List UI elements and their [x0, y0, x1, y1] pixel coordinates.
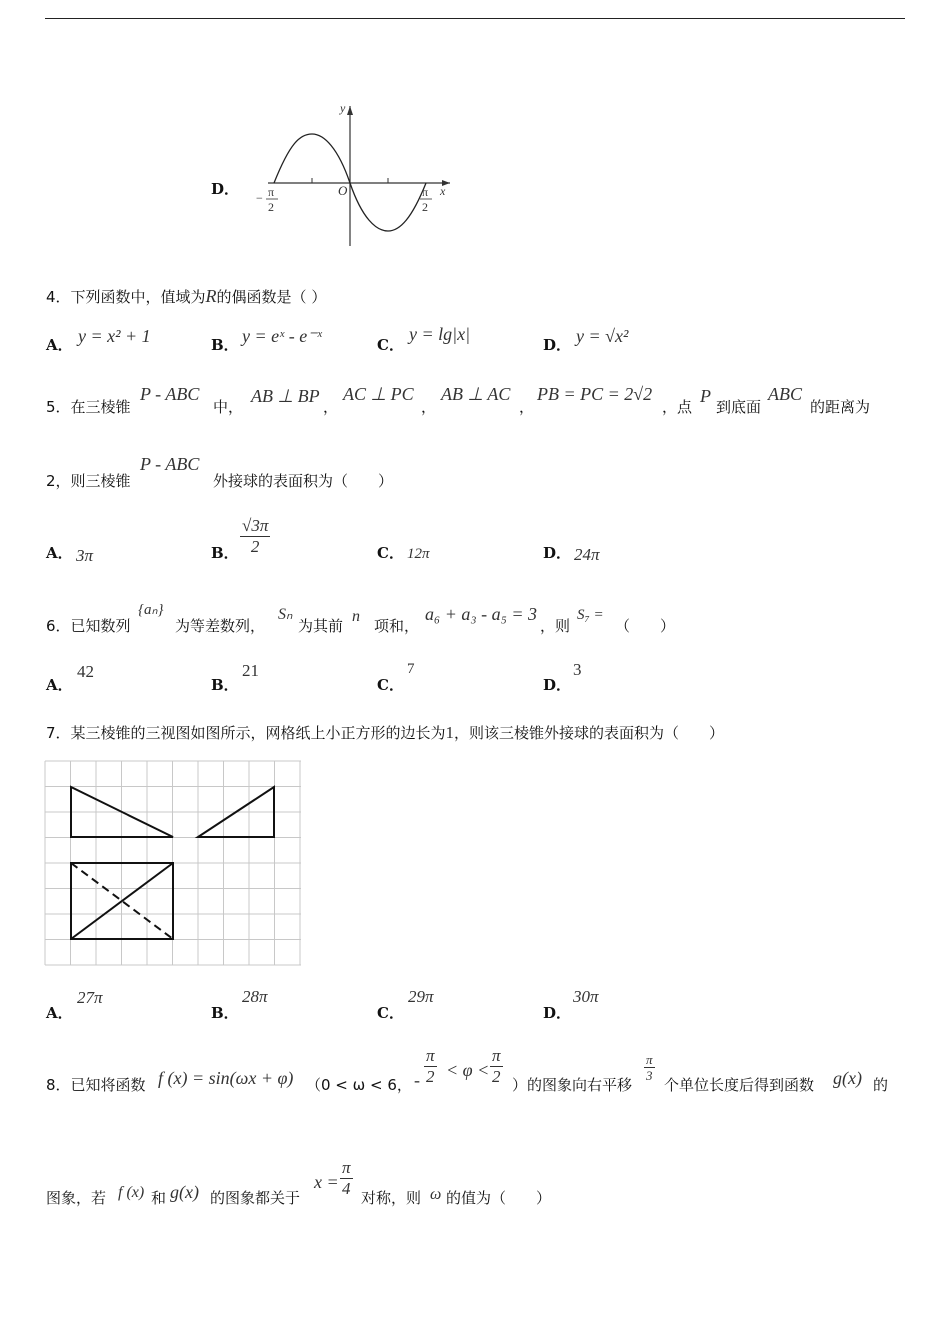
- q8-axis-frac: $\frac{\pi}{4}$: [342, 1158, 351, 1198]
- q5-cond2: AC ⊥ PC: [343, 384, 414, 404]
- q5-comma1: ，: [323, 398, 339, 416]
- q3-sine-graph: [250, 98, 460, 250]
- q4-b-label: B．: [211, 336, 239, 354]
- x-label: x: [440, 184, 446, 198]
- q5-a-text: 3π: [76, 546, 94, 565]
- q5-comma3: ，: [519, 398, 535, 416]
- q8-gx2: g(x): [170, 1182, 199, 1202]
- q6-xianghe: 项和，: [374, 617, 420, 635]
- q8-phi-upper-frac: $\frac{\pi}{2}$: [492, 1046, 501, 1086]
- q7-c-label: C．: [377, 1004, 404, 1022]
- q5-d-label: D．: [543, 544, 572, 562]
- q6-a-text: 42: [77, 662, 94, 681]
- q5-c-text: 12π: [407, 546, 430, 562]
- q8-start: 8．已知将函数: [46, 1076, 146, 1094]
- q8-phi-minus: -: [414, 1070, 420, 1090]
- q8-phi-lower-frac: $\frac{\pi}{2}$: [426, 1046, 435, 1086]
- q5-cond3: AB ⊥ AC: [441, 384, 511, 404]
- q5-c-label: C．: [377, 544, 404, 562]
- q4-d-text: y = √x²: [576, 326, 629, 346]
- q5-cond1: AB ⊥ BP: [251, 386, 320, 406]
- q8-value: 的值为（ ）: [446, 1189, 552, 1207]
- q8-symmetric: 的图象都关于: [210, 1189, 301, 1207]
- q5-b-label: B．: [211, 544, 239, 562]
- q8-shift-frac: $\frac{\pi}{3}$: [646, 1052, 653, 1083]
- q6-b-label: B．: [211, 676, 239, 694]
- q5-tetra2: P - ABC: [140, 454, 200, 474]
- q6-ze: ，则: [540, 617, 571, 635]
- q5-dian: ，点: [662, 398, 693, 416]
- q8-de: 的: [873, 1076, 889, 1094]
- q5-line2-start: 2，则三棱锥: [46, 472, 131, 490]
- right-num: π: [422, 185, 429, 199]
- q8-x-eq: x =: [314, 1172, 339, 1192]
- q8-omega-range: （0 < ω < 6，: [306, 1076, 412, 1094]
- q5-a-label: A．: [46, 544, 73, 562]
- q5-line2-end: 外接球的表面积为（ ）: [213, 472, 394, 490]
- q5-point-p: P: [700, 386, 711, 406]
- q5-line1-start: 5．在三棱锥: [46, 398, 131, 416]
- y-axis-arrow: [347, 106, 353, 115]
- q7-b-text: 28π: [242, 987, 268, 1006]
- q6-b-text: 21: [242, 661, 259, 680]
- q5-cond4: PB = PC = 2√2: [537, 384, 653, 404]
- q7-d-text: 30π: [573, 987, 599, 1006]
- q5-abc: ABC: [768, 384, 802, 404]
- q8-fx: f (x): [118, 1184, 145, 1201]
- origin-label: O: [338, 183, 348, 198]
- q5-base: 到底面: [716, 398, 762, 416]
- q8-gx: g(x): [833, 1068, 862, 1088]
- q6-n: n: [352, 608, 360, 625]
- q7-stem: 7．某三棱锥的三视图如图所示，网格纸上小正方形的边长为1，则该三棱锥外接球的表面积为（ ）: [46, 723, 725, 742]
- q7-three-view-grid: [44, 760, 304, 968]
- left-num: π: [268, 185, 275, 199]
- q8-phi-range: < φ <: [446, 1060, 490, 1080]
- q7-d-label: D．: [543, 1004, 572, 1022]
- q4-stem: 4．下列函数中，值域为R的偶函数是（ ）: [46, 286, 327, 306]
- q7-b-label: B．: [211, 1004, 239, 1022]
- q4-a-label: A．: [46, 336, 73, 354]
- q5-tetra: P - ABC: [140, 384, 200, 404]
- q6-qian: 为其前: [298, 617, 344, 635]
- q6-equation: a₆ + a₃ - a₅ = 3: [425, 604, 538, 624]
- q4-c-label: C．: [377, 336, 404, 354]
- y-label: y: [340, 101, 346, 115]
- q6-arith: 为等差数列，: [175, 617, 266, 635]
- q4-a-text: y = x² + 1: [78, 326, 151, 346]
- q7-a-label: A．: [46, 1004, 73, 1022]
- q6-paren: （ ）: [615, 617, 676, 635]
- q7-a-text: 27π: [77, 988, 103, 1007]
- q6-start: 6．已知数列: [46, 617, 131, 635]
- q8-function: f (x) = sin(ωx + φ): [158, 1068, 294, 1088]
- q4-d-label: D．: [543, 336, 572, 354]
- q6-c-label: C．: [377, 676, 404, 694]
- q8-line2-start: 图象，若: [46, 1189, 107, 1207]
- q4-b-text: y = eˣ - e⁻ˣ: [242, 326, 322, 346]
- q5-comma2: ，: [421, 398, 437, 416]
- q8-unit-text: 个单位长度后得到函数: [664, 1076, 815, 1094]
- q5-d-text: 24π: [574, 545, 600, 564]
- q5-b-fraction: $\frac{√3\pi}{2}$: [242, 516, 269, 556]
- q8-duicheng: 对称，则: [361, 1189, 422, 1207]
- q6-c-text: 7: [407, 661, 415, 677]
- q6-s7: S₇ =: [577, 607, 604, 623]
- q7-c-text: 29π: [408, 987, 434, 1006]
- q8-omega: ω: [430, 1186, 442, 1203]
- q6-sn: Sₙ: [278, 606, 293, 623]
- left-sign: −: [256, 191, 263, 205]
- q8-and: 和: [151, 1189, 167, 1207]
- header-rule: [45, 18, 905, 19]
- q3-option-d-label: D．: [211, 180, 240, 198]
- right-den: 2: [422, 200, 428, 214]
- q6-d-text: 3: [573, 660, 582, 679]
- q4-c-text: y = lg|x|: [409, 324, 471, 344]
- left-den: 2: [268, 200, 274, 214]
- q5-distance: 的距离为: [810, 398, 871, 416]
- q8-shift-text: ）的图象向右平移: [512, 1076, 633, 1094]
- q6-sequence: {aₙ}: [138, 602, 164, 618]
- q6-a-label: A．: [46, 676, 73, 694]
- q6-d-label: D．: [543, 676, 572, 694]
- q5-zhong: 中，: [213, 398, 244, 416]
